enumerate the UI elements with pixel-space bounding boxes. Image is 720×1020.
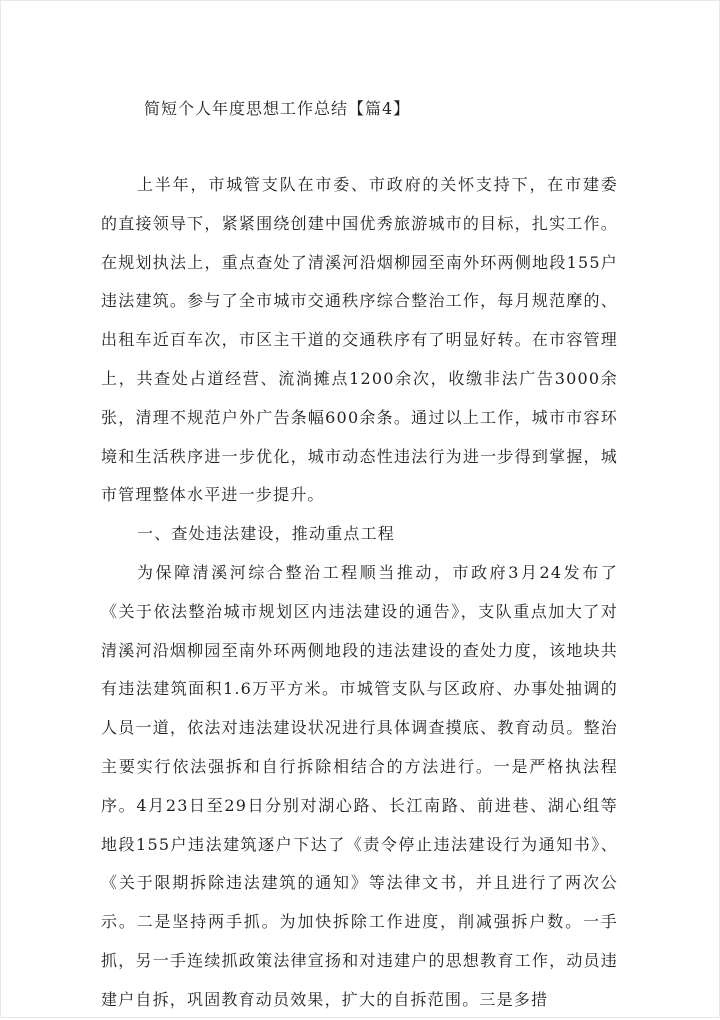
- section-heading: 一、查处违法建设，推动重点工程: [137, 524, 396, 544]
- section-paragraph: 为保障清溪河综合整治工程顺当推动，市政府3月24发布了《关于依法整治城市规划区内违法建设的通告》，支队重点加大了对清溪河沿烟柳园至南外环两侧地段的违法建设的查处力度，该地块共有违法建筑面积1.6万平方米。市城管支队与区政府、办事处抽调的人员一道，依法对违法建设状况进行具体调查摸底、教育动员。整治主要实行依法强拆和自行拆除相结合的方法进行。一是严格执法程序。4月23日至29日分别对湖心路、长江南路、前进巷、湖心组等地段155户违法建筑逐户下达了《责令停止违法建设行为通知书》、《关于限期拆除违法建筑的通知》等法律文书，并且进行了两次公示。二是坚持两手抓。为加快拆除工作进度，削减强拆户数。一手抓，另一手连续抓政策法律宣扬和对违建户的思想教育工作，动员违建户自拆，巩固教育动员效果，扩大的自拆范围。三是多措: [101, 562, 618, 1009]
- intro-paragraph: 上半年，市城管支队在市委、市政府的关怀支持下，在市建委的直接领导下，紧紧围绕创建中国优秀旅游城市的目标，扎实工作。在规划执法上，重点查处了清溪河沿烟柳园至南外环两侧地段155户违法建筑。参与了全市城市交通秩序综合整治工作，每月规范摩的、出租车近百车次，市区主干道的交通秩序有了明显好转。在市容管理上，共查处占道经营、流淌摊点1200余次，收缴非法广告3000余张，清理不规范户外广告条幅600余条。通过以上工作，城市市容环境和生活秩序进一步优化，城市动态性违法行为进一步得到掌握，城市管理整体水平进一步提升。: [101, 175, 618, 505]
- document-title: 简短个人年度思想工作总结【篇4】: [144, 99, 411, 118]
- document-body: [101, 166, 618, 1020]
